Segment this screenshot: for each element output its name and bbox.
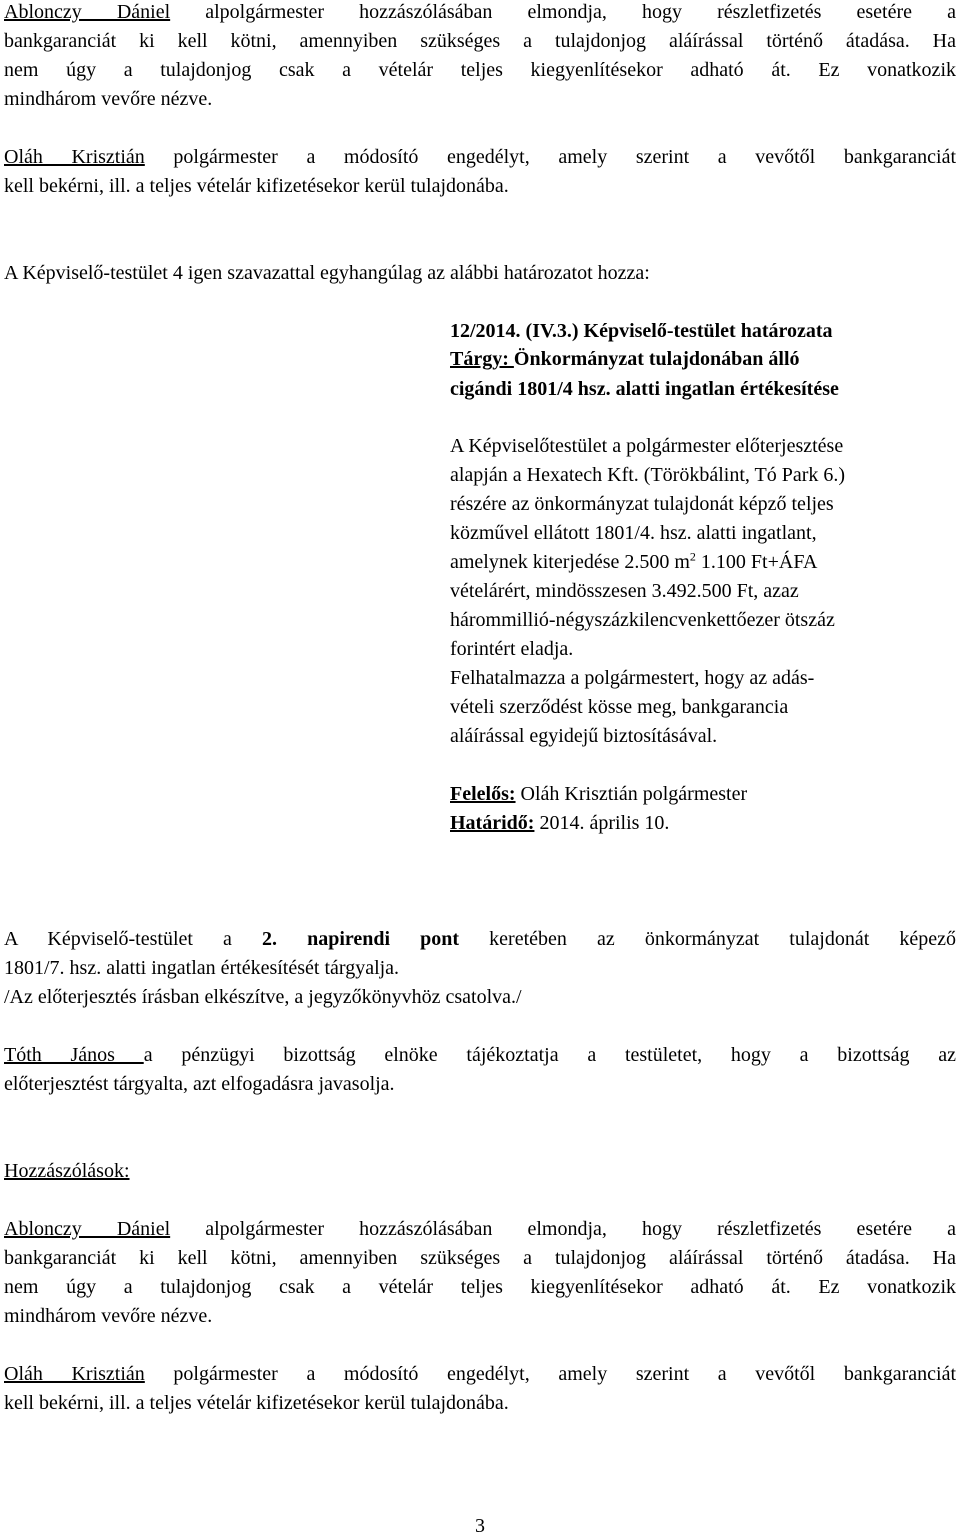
agenda-number: 2. napirendi pont xyxy=(262,928,460,950)
resolution-body-line: vételi szerződést kösse meg, bankgarancia xyxy=(450,696,789,718)
speaker-name: Oláh Krisztián xyxy=(4,146,145,168)
agenda-line-3: /Az előterjesztés írásban elkészítve, a jegyzőkönyvhöz csatolva./ xyxy=(4,986,522,1008)
comments-heading: Hozzászólások: xyxy=(4,1160,130,1182)
toth-line-2: előterjesztést tárgyalta, azt elfogadásra javasolja. xyxy=(4,1073,395,1095)
speaker-name: Ablonczy Dániel xyxy=(4,1,171,23)
speaker-name: Tóth János xyxy=(4,1044,144,1066)
agenda-line-2: 1801/7. hsz. alatti ingatlan értékesítését tárgyalja. xyxy=(4,957,400,979)
ablonczy-comment-line-2: bankgaranciát ki kell kötni, amennyiben szükséges a tulajdonjog aláírással történő átadása. Ha xyxy=(4,1247,956,1269)
resolution-body-line: hárommillió-négyszázkilencvenkettőezer ötszáz xyxy=(450,609,835,631)
olah-comment-line-2: kell bekérni, ill. a teljes vételár kifizetésekor kerül tulajdonába. xyxy=(4,1392,509,1414)
speaker-name: Oláh Krisztián xyxy=(4,1363,145,1385)
ablonczy-comment-line-2: bankgaranciát ki kell kötni, amennyiben szükséges a tulajdonjog aláírással történő átadása. Ha xyxy=(4,30,956,52)
responsible-line: Felelős: Oláh Krisztián polgármester xyxy=(450,783,748,805)
resolution-subject-line-1: Tárgy: Önkormányzat tulajdonában álló xyxy=(450,348,800,370)
resolution-body-line: forintért eladja. xyxy=(450,638,574,660)
resolution-body-line: Felhatalmazza a polgármestert, hogy az adás- xyxy=(450,667,815,689)
resolution-subject-line-2: cigándi 1801/4 hsz. alatti ingatlan értékesítése xyxy=(450,378,839,400)
resolution-body-line: alapján a Hexatech Kft. (Törökbálint, Tó Park 6.) xyxy=(450,464,846,486)
resolution-body-line: közművel ellátott 1801/4. hsz. alatti ingatlant, xyxy=(450,522,817,544)
speaker-name: Ablonczy Dániel xyxy=(4,1218,171,1240)
ablonczy-comment-line-4: mindhárom vevőre nézve. xyxy=(4,88,213,110)
agenda-line-1: A Képviselő-testület a 2. napirendi pont keretében az önkormányzat tulajdonát képező xyxy=(4,928,957,950)
olah-comment-line-2: kell bekérni, ill. a teljes vételár kifizetésekor kerül tulajdonába. xyxy=(4,175,509,197)
olah-comment-line-1: Oláh Krisztián polgármester a módosító engedélyt, amely szerint a vevőtől bankgaranciát xyxy=(4,1363,957,1385)
resolution-area-line: amelynek kiterjedése 2.500 $m^2$ 1.100 Ft+ÁFA xyxy=(450,549,818,573)
ablonczy-comment-line-3: nem úgy a tulajdonjog csak a vételár teljes kiegyenlítésekor adható át. Ez vonatkozik xyxy=(4,1276,956,1298)
ablonczy-comment-line-3: nem úgy a tulajdonjog csak a vételár teljes kiegyenlítésekor adható át. Ez vonatkozik xyxy=(4,59,956,81)
toth-line-1: Tóth János a pénzügyi bizottság elnöke tájékoztatja a testületet, hogy a bizottság az xyxy=(4,1044,956,1066)
resolution-body-line: aláírással egyidejű biztosításával. xyxy=(450,725,718,747)
ablonczy-comment-line-1: Ablonczy Dániel alpolgármester hozzászólásában elmondja, hogy részletfizetés esetére a xyxy=(4,1,956,23)
resolution-number: 12/2014. (IV.3.) Képviselő-testület határozata xyxy=(450,320,833,342)
deadline-label: Határidő: xyxy=(450,812,535,834)
ablonczy-comment-line-4: mindhárom vevőre nézve. xyxy=(4,1305,213,1327)
responsible-label: Felelős: xyxy=(450,783,516,805)
ablonczy-comment-line-1: Ablonczy Dániel alpolgármester hozzászólásában elmondja, hogy részletfizetés esetére a xyxy=(4,1218,956,1240)
page-number: 3 xyxy=(475,1515,485,1537)
olah-comment-line-1: Oláh Krisztián polgármester a módosító engedélyt, amely szerint a vevőtől bankgaranciát xyxy=(4,146,957,168)
resolution-body-line: vételárért, mindösszesen 3.492.500 Ft, azaz xyxy=(450,580,799,602)
deadline-line: Határidő: 2014. április 10. xyxy=(450,812,670,834)
vote-statement: A Képviselő-testület 4 igen szavazattal egyhangúlag az alábbi határozatot hozza: xyxy=(4,262,650,284)
resolution-body-line: részére az önkormányzat tulajdonát képző teljes xyxy=(450,493,834,515)
subject-label: Tárgy: xyxy=(450,348,514,370)
resolution-body-line: A Képviselőtestület a polgármester előterjesztése xyxy=(450,435,844,457)
